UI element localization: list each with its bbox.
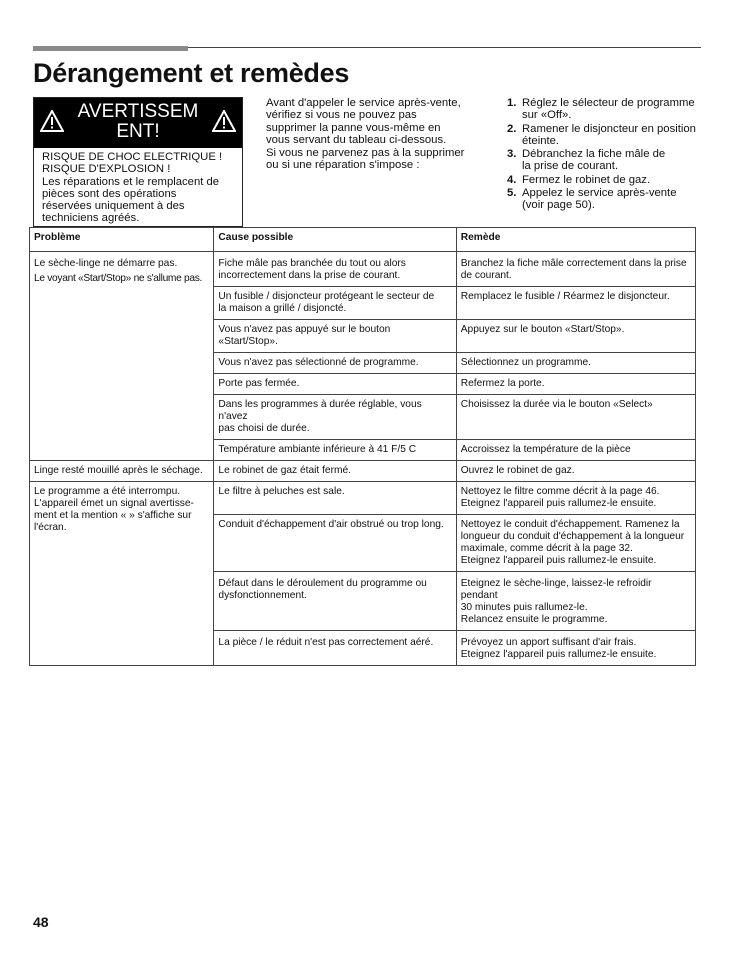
page-title: Dérangement et remèdes xyxy=(33,58,350,88)
table-header-row xyxy=(30,228,696,252)
warning-box xyxy=(33,97,243,227)
step-item xyxy=(507,174,707,186)
cause-cell: Conduit d'échappement d'air obstrué ou trop long. xyxy=(214,515,456,572)
cause-cell: Porte pas fermée. xyxy=(214,374,456,395)
warning-triangle-icon xyxy=(40,110,64,132)
cause-cell: Fiche mâle pas branchée du tout ou alors incorrectement dans la prise de courant. xyxy=(214,252,456,287)
column-header-remedy: Remède xyxy=(456,228,695,252)
remedy-cell: Sélectionnez un programme. xyxy=(456,353,695,374)
step-number: 2. xyxy=(507,122,517,135)
remedy-cell: Accroissez la température de la pièce xyxy=(456,440,695,461)
step-text: Réglez le sélecteur de programme sur «Off». xyxy=(522,97,695,122)
step-item xyxy=(507,187,707,212)
remedy-cell: Remplacez le fusible / Réarmez le disjoncteur. xyxy=(456,287,695,320)
column-header-cause: Cause possible xyxy=(214,228,456,252)
remedy-cell: Branchez la fiche mâle correctement dans la prise de courant. xyxy=(456,252,695,287)
step-text: Fermez le robinet de gaz. xyxy=(522,173,651,186)
step-text: Appelez le service après-vente (voir page 50). xyxy=(522,187,677,212)
remedy-cell: Refermez la porte. xyxy=(456,374,695,395)
step-item xyxy=(507,123,707,148)
cause-cell: La pièce / le réduit n'est pas correctement aéré. xyxy=(214,631,456,666)
problem-cell xyxy=(30,252,214,461)
table-row xyxy=(30,461,696,482)
warning-header xyxy=(34,98,242,148)
warning-heading: AVERTISSEM ENT! xyxy=(77,101,199,142)
remedy-cell: Choisissez la durée via le bouton «Select» xyxy=(456,395,695,440)
cause-cell: Vous n'avez pas appuyé sur le bouton «Start/Stop». xyxy=(214,320,456,353)
cause-cell: Vous n'avez pas sélectionné de programme. xyxy=(214,353,456,374)
steps-list xyxy=(507,97,707,213)
remedy-cell: Eteignez le sèche-linge, laissez-le refroidir pendant 30 minutes puis rallumez-le. Relancez ensuite le programme. xyxy=(456,572,695,631)
remedy-cell: Ouvrez le robinet de gaz. xyxy=(456,461,695,482)
step-number: 4. xyxy=(507,173,517,186)
remedy-cell: Prévoyez un apport suffisant d'air frais. Eteignez l'appareil puis rallumez-le ensuite. xyxy=(456,631,695,666)
table-row xyxy=(30,482,696,515)
cause-cell: Température ambiante inférieure à 41 F/5 C xyxy=(214,440,456,461)
intro-text xyxy=(266,97,486,173)
step-item xyxy=(507,148,707,173)
warning-line: RISQUE D'EXPLOSION ! xyxy=(42,163,171,176)
problem-text: Le sèche-linge ne démarre pas. xyxy=(34,258,178,269)
problem-cell xyxy=(30,482,214,666)
problem-text: Le programme a été interrompu. L'appareil émet un signal avertisse- ment et la mention « » s'affiche sur l'écran. xyxy=(34,486,194,533)
cause-cell: Le filtre à peluches est sale. xyxy=(214,482,456,515)
remedy-cell: Nettoyez le conduit d'échappement. Ramenez la longueur du conduit d'échappement à la longueur maximale, comme décrit à la page 32. Eteignez l'appareil puis rallumez-le ensuite. xyxy=(456,515,695,572)
warning-line: Les réparations et le remplacent de pièces sont des opérations réservées uniquement à des techniciens agréés. xyxy=(42,175,220,225)
remedy-cell: Appuyez sur le bouton «Start/Stop». xyxy=(456,320,695,353)
top-rule-accent xyxy=(33,46,188,51)
step-text: Débranchez la fiche mâle de la prise de courant. xyxy=(522,148,666,173)
intro-paragraph: Avant d'appeler le service après-vente, vérifiez si vous ne pouvez pas supprimer la panne vous-même en vous servant du tableau ci-dessous. xyxy=(266,97,461,146)
cause-cell: Dans les programmes à durée réglable, vous n'avez pas choisi de durée. xyxy=(214,395,456,440)
page-number: 48 xyxy=(33,914,49,930)
cause-cell: Défaut dans le déroulement du programme ou dysfonctionnement. xyxy=(214,572,456,631)
remedy-cell: Nettoyez le filtre comme décrit à la page 46. Eteignez l'appareil puis rallumez-le ensuite. xyxy=(456,482,695,515)
step-number: 3. xyxy=(507,148,517,161)
cause-cell: Un fusible / disjoncteur protégeant le secteur de la maison a grillé / disjoncté. xyxy=(214,287,456,320)
warning-line: RISQUE DE CHOC ELECTRIQUE ! xyxy=(42,151,223,163)
column-header-problem: Problème xyxy=(30,228,214,252)
step-item xyxy=(507,97,707,122)
step-number: 1. xyxy=(507,97,517,109)
step-text: Ramener le disjoncteur en position éteinte. xyxy=(522,122,696,147)
warning-triangle-icon xyxy=(212,110,236,132)
cause-cell: Le robinet de gaz était fermé. xyxy=(214,461,456,482)
warning-body xyxy=(34,148,242,225)
table-row xyxy=(30,252,696,287)
troubleshooting-table xyxy=(29,227,696,666)
problem-text: Le voyant «Start/Stop» ne s'allume pas. xyxy=(34,273,203,284)
step-number: 5. xyxy=(507,187,517,200)
problem-cell xyxy=(30,461,214,482)
problem-text: Linge resté mouillé après le séchage. xyxy=(34,465,203,476)
intro-paragraph: Si vous ne parvenez pas à la supprimer ou si une réparation s'impose : xyxy=(266,147,465,172)
